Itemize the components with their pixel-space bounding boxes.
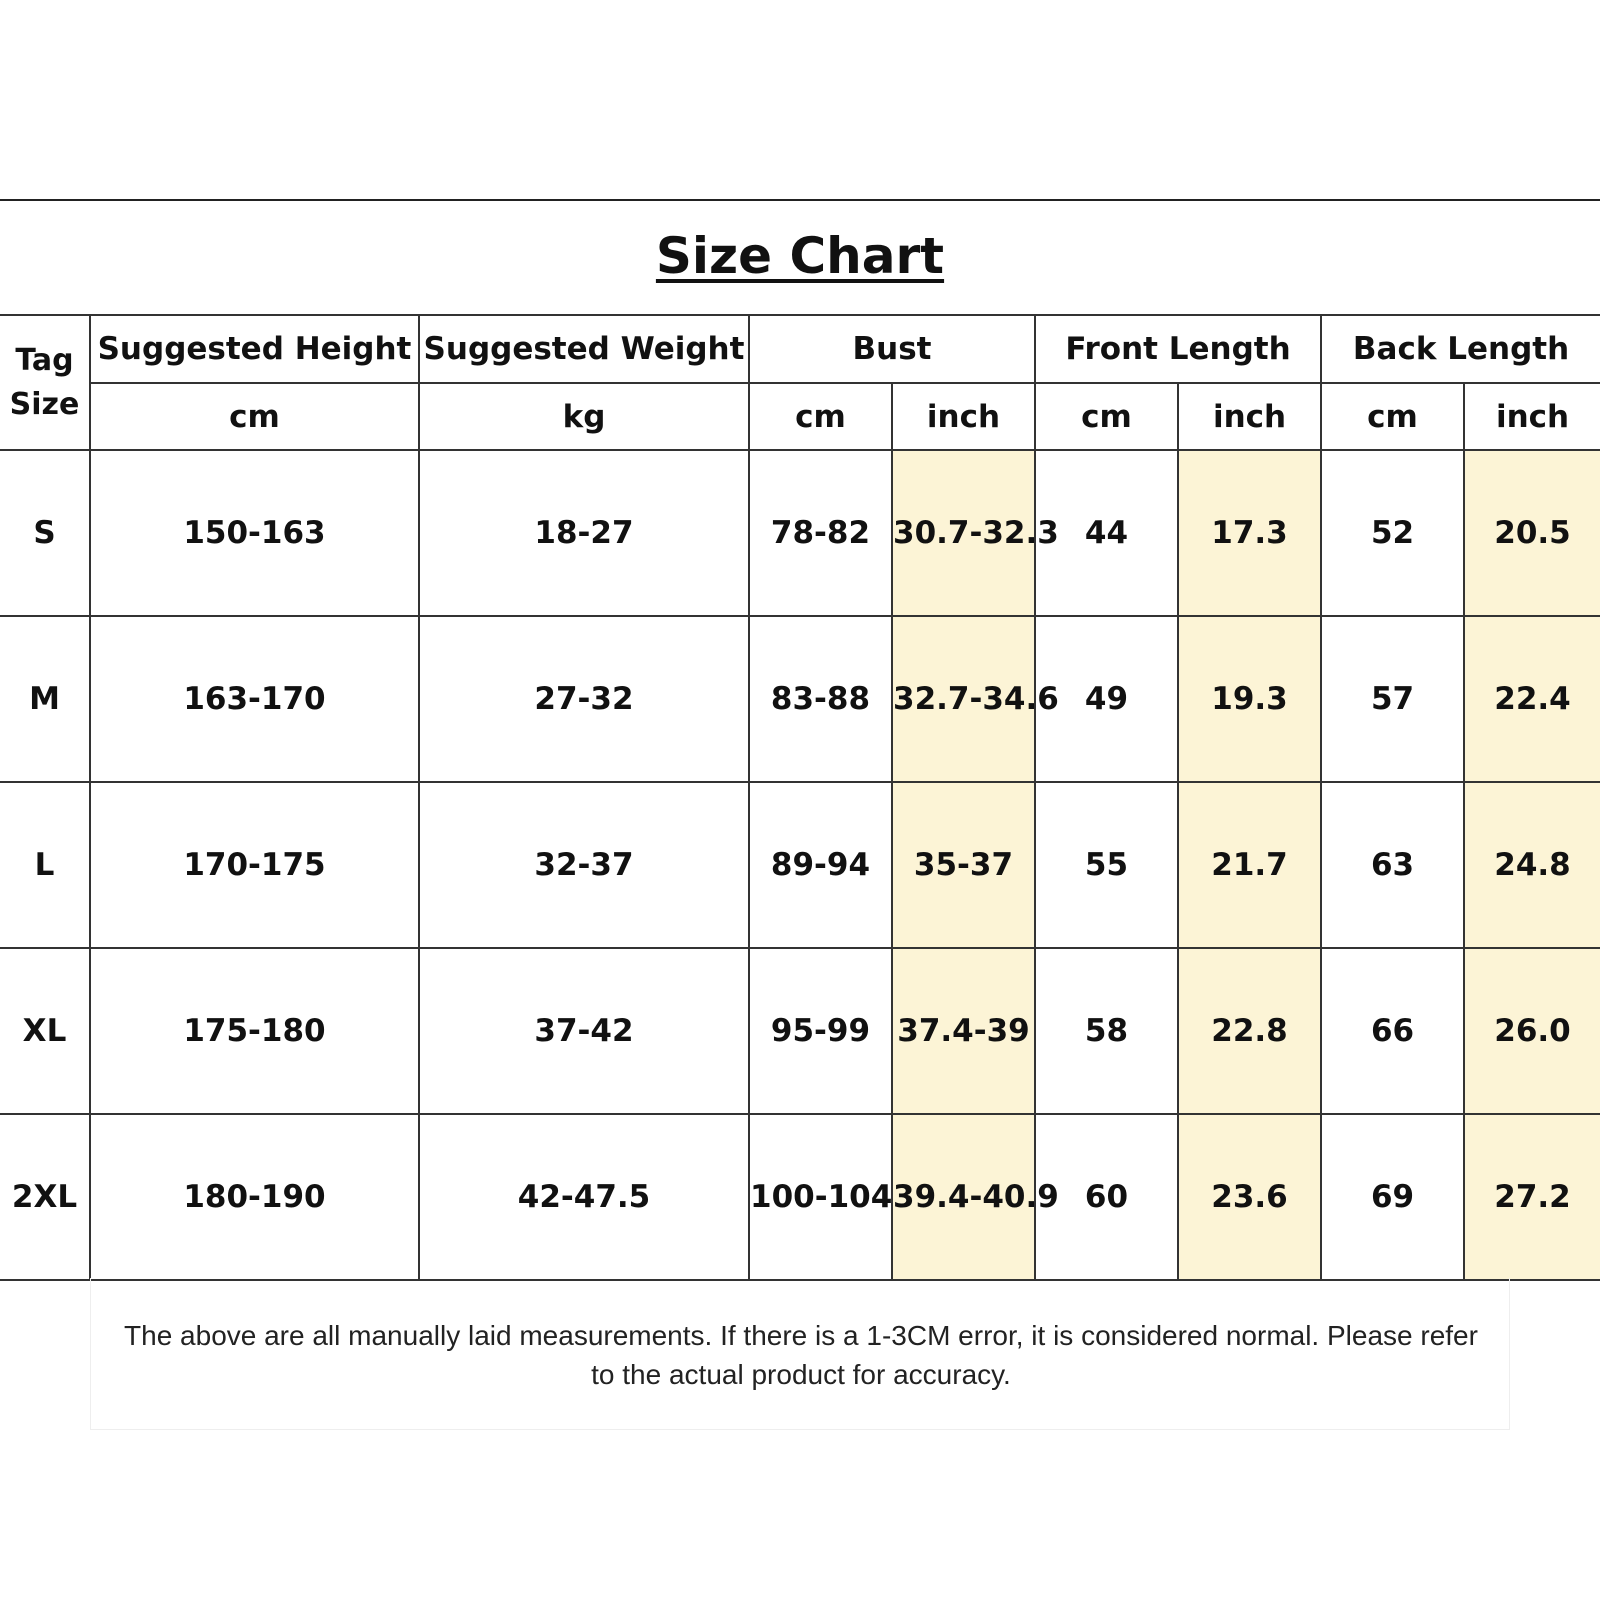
cell-size: M xyxy=(0,616,90,782)
cell-weight: 37-42 xyxy=(419,948,749,1114)
tag-label: Tag xyxy=(15,342,74,378)
cell-size: 2XL xyxy=(0,1114,90,1280)
cell-front-inch: 19.3 xyxy=(1178,616,1321,782)
header-bust: Bust xyxy=(749,315,1035,383)
cell-size: S xyxy=(0,450,90,616)
table-row xyxy=(0,616,1600,782)
header-tag-size xyxy=(0,315,90,450)
cell-back-cm: 63 xyxy=(1321,782,1464,948)
cell-front-inch: 21.7 xyxy=(1178,782,1321,948)
cell-back-inch: 20.5 xyxy=(1464,450,1600,616)
cell-back-inch: 27.2 xyxy=(1464,1114,1600,1280)
cell-bust-cm: 100-104 xyxy=(749,1114,892,1280)
cell-bust-inch: 35-37 xyxy=(892,782,1035,948)
cell-bust-inch: 30.7-32.3 xyxy=(892,450,1035,616)
table-row xyxy=(0,1114,1600,1280)
cell-back-cm: 52 xyxy=(1321,450,1464,616)
table-row xyxy=(0,782,1600,948)
cell-weight: 27-32 xyxy=(419,616,749,782)
top-divider xyxy=(0,199,1600,201)
cell-weight: 18-27 xyxy=(419,450,749,616)
cell-bust-inch: 32.7-34.6 xyxy=(892,616,1035,782)
measurement-note xyxy=(91,1316,1511,1394)
cell-back-inch: 22.4 xyxy=(1464,616,1600,782)
cell-height: 180-190 xyxy=(90,1114,419,1280)
cell-back-cm: 69 xyxy=(1321,1114,1464,1280)
header-suggested-height: Suggested Height xyxy=(90,315,419,383)
cell-size: XL xyxy=(0,948,90,1114)
cell-height: 175-180 xyxy=(90,948,419,1114)
cell-bust-inch: 37.4-39 xyxy=(892,948,1035,1114)
size-table xyxy=(0,314,1600,1281)
header-suggested-weight: Suggested Weight xyxy=(419,315,749,383)
cell-height: 163-170 xyxy=(90,616,419,782)
table-row xyxy=(0,450,1600,616)
cell-back-cm: 66 xyxy=(1321,948,1464,1114)
unit-height: cm xyxy=(90,383,419,450)
cell-bust-cm: 78-82 xyxy=(749,450,892,616)
cell-height: 170-175 xyxy=(90,782,419,948)
page-title: Size Chart xyxy=(655,227,945,285)
unit-weight: kg xyxy=(419,383,749,450)
unit-front-cm: cm xyxy=(1035,383,1178,450)
cell-front-cm: 58 xyxy=(1035,948,1178,1114)
unit-row xyxy=(0,383,1600,450)
unit-bust-inch: inch xyxy=(892,383,1035,450)
cell-bust-cm: 89-94 xyxy=(749,782,892,948)
cell-size: L xyxy=(0,782,90,948)
table-row xyxy=(0,948,1600,1114)
size-label: Size xyxy=(9,386,80,422)
cell-front-cm: 49 xyxy=(1035,616,1178,782)
cell-height: 150-163 xyxy=(90,450,419,616)
unit-bust-cm: cm xyxy=(749,383,892,450)
cell-back-cm: 57 xyxy=(1321,616,1464,782)
cell-front-inch: 17.3 xyxy=(1178,450,1321,616)
cell-front-inch: 22.8 xyxy=(1178,948,1321,1114)
note-line-2: to the actual product for accuracy. xyxy=(591,1359,1011,1390)
measurement-note-box xyxy=(90,1278,1510,1430)
cell-front-cm: 60 xyxy=(1035,1114,1178,1280)
header-front-length: Front Length xyxy=(1035,315,1321,383)
cell-front-cm: 55 xyxy=(1035,782,1178,948)
cell-front-cm: 44 xyxy=(1035,450,1178,616)
cell-front-inch: 23.6 xyxy=(1178,1114,1321,1280)
header-back-length: Back Length xyxy=(1321,315,1600,383)
cell-back-inch: 26.0 xyxy=(1464,948,1600,1114)
cell-weight: 42-47.5 xyxy=(419,1114,749,1280)
cell-bust-cm: 95-99 xyxy=(749,948,892,1114)
cell-bust-cm: 83-88 xyxy=(749,616,892,782)
unit-back-cm: cm xyxy=(1321,383,1464,450)
cell-weight: 32-37 xyxy=(419,782,749,948)
unit-front-inch: inch xyxy=(1178,383,1321,450)
note-line-1: The above are all manually laid measurements. If there is a 1-3CM error, it is considered normal. Please refer xyxy=(124,1320,1478,1351)
cell-back-inch: 24.8 xyxy=(1464,782,1600,948)
header-row xyxy=(0,315,1600,383)
cell-bust-inch: 39.4-40.9 xyxy=(892,1114,1035,1280)
unit-back-inch: inch xyxy=(1464,383,1600,450)
